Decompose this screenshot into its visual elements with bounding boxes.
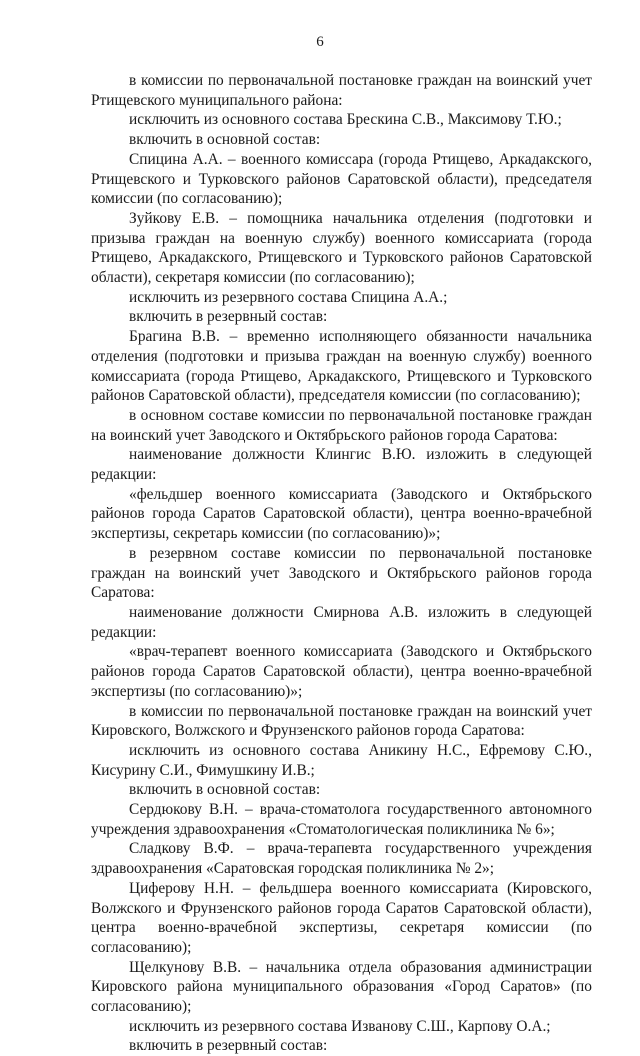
paragraph: включить в основной состав: bbox=[129, 131, 321, 149]
paragraph: наименование должности Клингис В.Ю. изложить в следующей редакции: bbox=[91, 446, 592, 484]
document-body bbox=[91, 71, 592, 1056]
paragraph: исключить из основного состава Аникину Н.С., Ефремову С.Ю., Кисурину С.И., Фимушкину И.В.; bbox=[91, 741, 592, 779]
paragraph: Брагина В.В. – временно исполняющего обязанности начальника отделения (подготовки и призыва граждан на военную службу) военного комиссариата (города Ртищево, Аркадакского, Ртищевского и Турковского районов Саратовской области), председателя комиссии (по согласованию); bbox=[91, 328, 592, 405]
paragraph: исключить из резервного состава Спицина А.А.; bbox=[129, 288, 448, 306]
paragraph: включить в резервный состав: bbox=[129, 308, 328, 326]
paragraph: в комиссии по первоначальной постановке граждан на воинский учет Кировского, Волжского и Фрунзенского районов города Саратова: bbox=[91, 702, 592, 740]
page-number: 6 bbox=[316, 34, 324, 50]
paragraph: Зуйкову Е.В. – помощника начальника отделения (подготовки и призыва граждан на военную службу) военного комиссариата (города Ртищево, Аркадакского, Ртищевского и Турковского районов Саратовской области), секретаря комиссии (по согласованию); bbox=[91, 209, 592, 287]
paragraph: «фельдшер военного комиссариата (Заводского и Октябрьского районов города Саратов Саратовской области), центра военно-врачебной экспертизы, секретарь комиссии (по согласованию)»; bbox=[91, 485, 592, 543]
paragraph: исключить из резервного состава Изванову С.Ш., Карпову О.А.; bbox=[129, 1017, 551, 1035]
paragraph: Щелкунову В.В. – начальника отдела образования администрации Кировского района муниципального образования «Город Саратов» (по согласованию); bbox=[91, 958, 592, 1016]
paragraph: в комиссии по первоначальной постановке граждан на воинский учет Ртищевского муниципального района: bbox=[91, 72, 592, 109]
paragraph: Сердюкову В.Н. – врача-стоматолога государственного автономного учреждения здравоохранения «Стоматологическая поликлиника № 6»; bbox=[91, 801, 592, 838]
paragraph: включить в резервный состав: bbox=[129, 1037, 328, 1055]
paragraph: включить в основной состав: bbox=[129, 781, 321, 799]
paragraph: Спицина А.А. – военного комиссара (города Ртищево, Аркадакского, Ртищевского и Турковского районов Саратовской области), председателя комиссии (по согласованию); bbox=[91, 150, 592, 208]
paragraph: Циферову Н.Н. – фельдшера военного комиссариата (Кировского, Волжского и Фрунзенского районов города Саратов Саратовской области), центра военно-врачебной экспертизы, секретаря комиссии (по согласованию); bbox=[91, 879, 592, 956]
paragraph: Сладкову В.Ф. – врача-терапевта государственного учреждения здравоохранения «Саратовская городская поликлиника № 2»; bbox=[91, 840, 592, 878]
paragraph: в основном составе комиссии по первоначальной постановке граждан на воинский учет Заводского и Октябрьского районов города Саратова: bbox=[91, 406, 592, 444]
paragraph: наименование должности Смирнова А.В. изложить в следующей редакции: bbox=[91, 603, 592, 641]
paragraph: «врач-терапевт военного комиссариата (Заводского и Октябрьского районов города Саратов Саратовской области), центра военно-врачебной экспертизы (по согласованию)»; bbox=[91, 643, 592, 700]
paragraph: в резервном составе комиссии по первоначальной постановке граждан на воинский учет Заводского и Октябрьского районов города Саратова: bbox=[91, 544, 592, 602]
paragraph: исключить из основного состава Брескина С.В., Максимову Т.Ю.; bbox=[129, 111, 562, 129]
